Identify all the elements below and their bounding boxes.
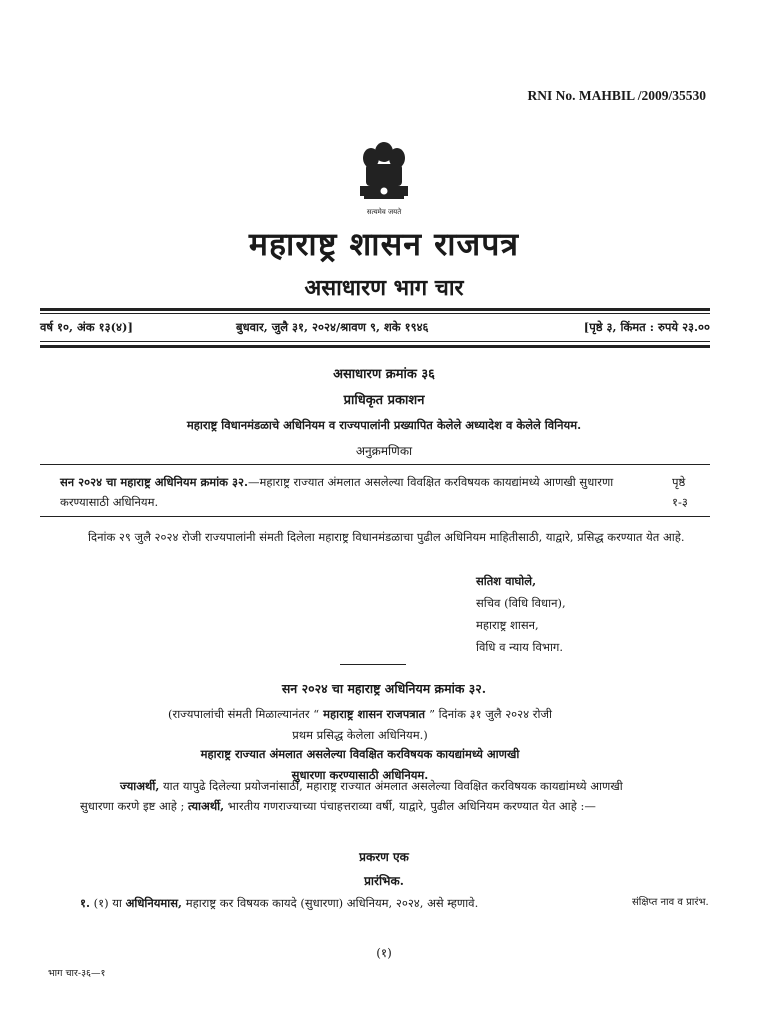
- header-rule-top-thin: [40, 313, 710, 314]
- authorized-publication: प्राधिकृत प्रकाशन: [343, 393, 425, 408]
- preamble-text-1: यात यापुढे दिलेल्या प्रयोजनांसाठी, महाराष्ट्र राज्यात अंमलात असलेल्या विवक्षित करविषयक कायद्यांमध्ये आणखी सुधारणा करणे इष्ट आहे ;: [80, 779, 623, 813]
- page-number: (१): [376, 946, 392, 960]
- chapter-heading: प्रकरण एक: [359, 850, 409, 864]
- header-rule-top: [40, 308, 710, 311]
- signatory-department: विधि व न्याय विभाग.: [476, 640, 564, 654]
- assent-note-gazette: महाराष्ट्र शासन राजपत्रात: [319, 707, 430, 721]
- assent-note-line2: प्रथम प्रसिद्ध केलेला अधिनियम.): [292, 728, 428, 742]
- toc-pages: [672, 472, 712, 512]
- toc-pages-label: पृष्ठे: [672, 475, 686, 489]
- pages-price: [पृष्ठे ३, किंमत : रुपये २३.००: [583, 320, 710, 334]
- section-text-pre: (१) या: [89, 896, 126, 910]
- intro-paragraph: दिनांक २९ जुलै २०२४ रोजी राज्यपालांनी संमती दिलेला महाराष्ट्र विधानमंडळाचा पुढील अधिनियम माहितीसाठी, याद्वारे, प्रसिद्ध करण्यात येत आहे.: [88, 530, 685, 544]
- header-rule-bottom: [40, 345, 710, 348]
- separator-rule: [340, 664, 406, 665]
- signatory-name: सतिश वाघोले,: [476, 574, 537, 588]
- signatory-government: महाराष्ट्र शासन,: [476, 618, 539, 632]
- act-long-title-line2: सुधारणा करण्यासाठी अधिनियम.: [291, 768, 429, 782]
- section-1: [80, 892, 620, 914]
- section-text-post: महाराष्ट्र कर विषयक कायदे (सुधारणा) अधिनियम, २०२४, असे म्हणावे.: [182, 896, 479, 910]
- section-bold-word: अधिनियमास,: [125, 896, 183, 910]
- issue-line: [40, 318, 710, 340]
- toc-entry-description: —महाराष्ट्र राज्यात अंमलात असलेल्या विवक्षित करविषयक कायद्यांमध्ये आणखी सुधारणा करण्यासाठी अधिनियम.: [60, 475, 614, 509]
- footer-code: भाग चार-३६—१: [48, 968, 106, 979]
- preamble: [80, 776, 640, 816]
- header-rule-bottom-thin: [40, 341, 710, 342]
- chapter-title: प्रारंभिक.: [364, 874, 404, 888]
- publication-description: महाराष्ट्र विधानमंडळाचे अधिनियम व राज्यपालांनी प्रख्यापित केलेले अध्यादेश व केलेले विनियम.: [186, 418, 582, 432]
- preamble-therefore: त्याअर्थी,: [188, 799, 225, 813]
- extraordinary-number: असाधारण क्रमांक ३६: [333, 367, 435, 382]
- section-number: १.: [80, 896, 90, 910]
- gazette-subtitle: असाधारण भाग चार: [304, 275, 464, 301]
- act-long-title-line1: महाराष्ट्र राज्यात अंमलात असलेल्या विवक्षित करविषयक कायद्यांमध्ये आणखी: [200, 747, 520, 761]
- preamble-whereas: ज्याअर्थी,: [120, 779, 160, 793]
- gazette-title: महाराष्ट्र शासन राजपत्र: [248, 225, 520, 263]
- preamble-text-2: भारतीय गणराज्याच्या पंचाहत्तराव्या वर्षी, याद्वारे, पुढील अधिनियम करण्यात येत आहे :—: [224, 799, 596, 813]
- toc-rule-bottom: [40, 516, 710, 517]
- assent-note-post: ” दिनांक ३१ जुलै २०२४ रोजी: [429, 707, 552, 721]
- toc-rule-top: [40, 464, 710, 465]
- act-title: सन २०२४ चा महाराष्ट्र अधिनियम क्रमांक ३२.: [281, 681, 487, 696]
- volume-number: वर्ष १०, अंक १३(४)]: [40, 320, 133, 334]
- toc-pages-range: १-३: [672, 495, 688, 509]
- rni-number: RNI No. MAHBIL /2009/35530: [527, 88, 706, 103]
- margin-note: संक्षिप्त नाव व प्रारंभ.: [632, 897, 709, 908]
- assent-note-pre: (राज्यपालांची संमती मिळाल्यानंतर “: [168, 707, 320, 721]
- issue-date: बुधवार, जुलै ३१, २०२४/श्रावण ९, शके १९४६: [236, 320, 429, 334]
- toc-entry[interactable]: [60, 472, 650, 512]
- toc-entry-act: सन २०२४ चा महाराष्ट्र अधिनियम क्रमांक ३२.: [60, 475, 248, 489]
- emblem-motto: सत्यमेव जयते: [366, 208, 402, 216]
- state-emblem-icon: [344, 138, 424, 220]
- signatory-designation: सचिव (विधि विधान),: [476, 596, 566, 610]
- assent-note: [60, 704, 660, 746]
- index-heading: अनुक्रमणिका: [355, 444, 413, 458]
